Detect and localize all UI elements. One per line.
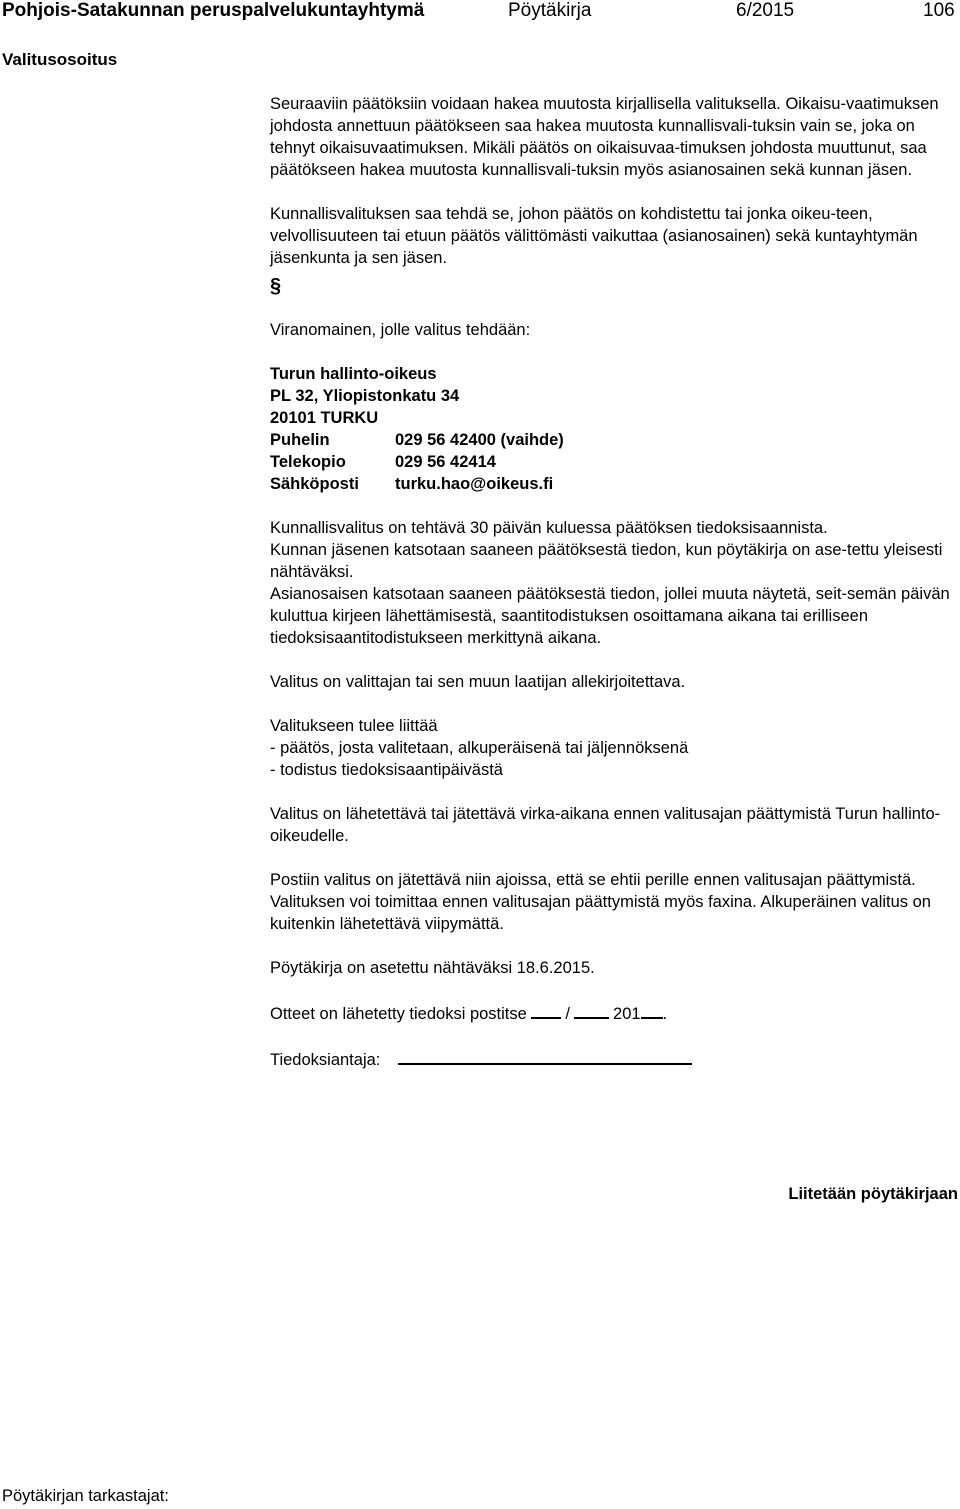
authority-postal: 20101 TURKU xyxy=(270,409,379,427)
page-header xyxy=(0,0,960,24)
organization-name: Pohjois-Satakunnan peruspalvelukuntayhtymä xyxy=(2,0,425,21)
document-type: Pöytäkirja xyxy=(508,0,592,21)
document-body xyxy=(270,93,950,1071)
sent-end: . xyxy=(662,1005,668,1023)
authority-name: Turun hallinto-oikeus xyxy=(270,365,437,383)
attachment-item: - päätös, josta valitetaan, alkuperäisenä tai jäljennöksenä xyxy=(270,739,689,757)
paragraph-signature: Valitus on valittajan tai sen muun laatijan allekirjoitettava. xyxy=(270,673,686,691)
sent-year: 201 xyxy=(613,1005,641,1023)
section-mark: § xyxy=(270,275,282,297)
attachment-item: - todistus tiedoksisaantipäivästä xyxy=(270,761,503,779)
month-blank xyxy=(574,1001,609,1019)
contact-row-phone xyxy=(270,429,950,451)
sent-slash: / xyxy=(565,1005,571,1023)
sent-prefix: Otteet on lähetetty tiedoksi postitse xyxy=(270,1005,527,1023)
attachments-section xyxy=(270,715,950,781)
document-number: 6/2015 xyxy=(736,0,795,21)
notifier-label: Tiedoksiantaja: xyxy=(270,1051,381,1069)
paragraph-member-notice: Kunnan jäsenen katsotaan saaneen päätöksestä tiedon, kun pöytäkirja on ase-tettu yleisesti nähtäväksi. xyxy=(270,541,943,581)
notifier-line xyxy=(270,1047,950,1071)
contact-label: Puhelin xyxy=(270,431,330,449)
contact-label: Sähköposti xyxy=(270,475,359,493)
contact-value: turku.hao@oikeus.fi xyxy=(395,475,554,493)
authority-address: PL 32, Yliopistonkatu 34 xyxy=(270,387,460,405)
section-title: Valitusosoitus xyxy=(2,50,118,69)
reviewers-label: Pöytäkirjan tarkastajat: xyxy=(2,1487,169,1505)
paragraph-appeal-right: Kunnallisvalituksen saa tehdä se, johon päätös on kohdistettu tai jonka oikeu-teen, velvollisuuteen tai etuun päätös välittömästi vaikuttaa (asianosainen) sekä kuntayhtymän jäsenkunta ja sen jäsen. xyxy=(270,205,918,267)
paragraph-mail: Postiin valitus on jätettävä niin ajoissa, että se ehtii perille ennen valitusajan päättymistä. Valituksen voi toimittaa ennen valitusajan päättymistä myös faxina. Alkuperäinen valitus on kuitenkin lähetettävä viipymättä. xyxy=(270,871,931,933)
attachments-intro: Valitukseen tulee liittää xyxy=(270,717,438,735)
contact-value: 029 56 42414 xyxy=(395,453,496,471)
authority-contact xyxy=(270,363,950,495)
sent-line xyxy=(270,1001,950,1025)
paragraph-deadline: Kunnallisvalitus on tehtävä 30 päivän kuluessa päätöksen tiedoksisaannista. xyxy=(270,519,828,537)
contact-row-email xyxy=(270,473,950,495)
notifier-blank xyxy=(398,1047,692,1065)
paragraph-delivery: Valitus on lähetettävä tai jätettävä virka-aikana ennen valitusajan päättymistä Turun hallinto-oikeudelle. xyxy=(270,805,941,845)
contact-label: Telekopio xyxy=(270,453,346,471)
page-number: 106 xyxy=(923,0,955,21)
authority-intro: Viranomainen, jolle valitus tehdään: xyxy=(270,321,531,339)
paragraph-appeal-scope: Seuraaviin päätöksiin voidaan hakea muutosta kirjallisella valituksella. Oikaisu-vaatimuksen johdosta annettuun päätökseen saa hakea muutosta kunnallisvali-tuksin vain se, joka on tehnyt oikaisuvaatimuksen. Mikäli päätös on oikaisuvaa-timuksen johdosta muuttunut, saa päätökseen hakea muutosta kunnallisvali-tuksin myös asianosainen sekä kunnan jäsen. xyxy=(270,95,939,179)
paragraph-posted-date: Pöytäkirja on asetettu nähtäväksi 18.6.2015. xyxy=(270,959,595,977)
day-blank xyxy=(531,1001,561,1019)
paragraph-party-notice: Asianosaisen katsotaan saaneen päätöksestä tiedon, jollei muuta näytetä, seit-semän päivän kuluttua kirjeen lähettämisestä, saantitodistuksen osoittamana aikana tai erilliseen tiedoksisaantitodistukseen merkittynä aikana. xyxy=(270,585,950,647)
attachment-note: Liitetään pöytäkirjaan xyxy=(788,1185,958,1203)
year-blank xyxy=(641,1001,663,1019)
contact-value: 029 56 42400 (vaihde) xyxy=(395,431,564,449)
contact-row-fax xyxy=(270,451,950,473)
